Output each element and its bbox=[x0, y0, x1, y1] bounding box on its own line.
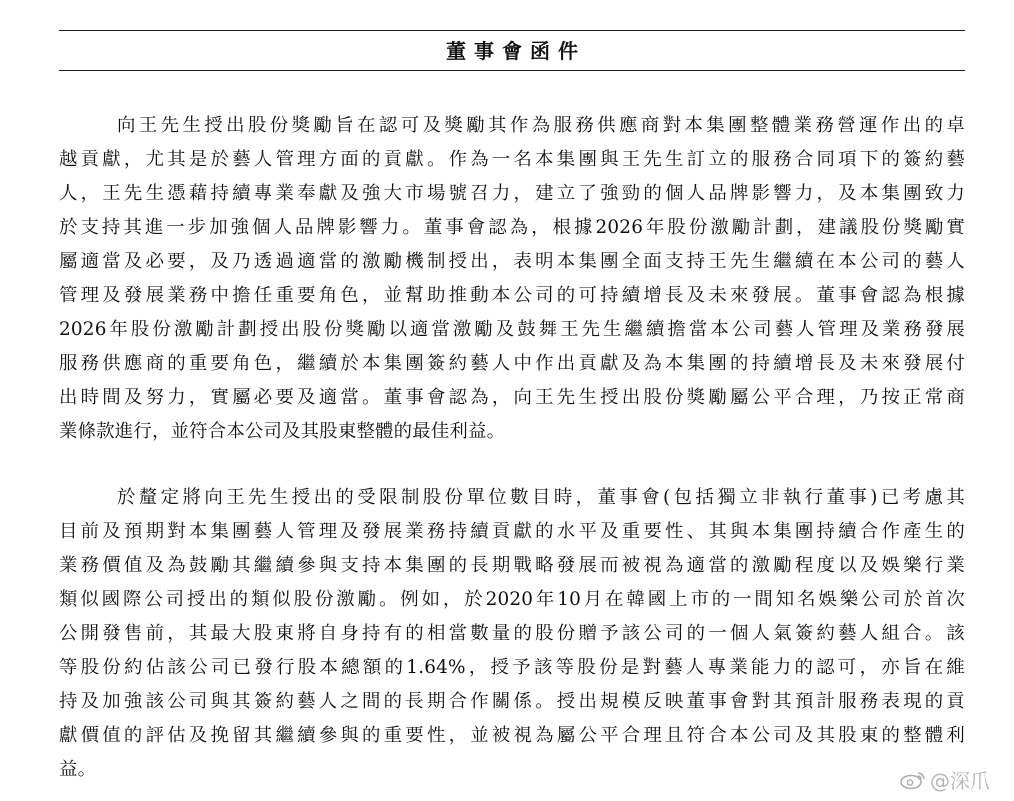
paragraph-2-line: 目前及預期對本集團藝人管理及發展業務持續貢獻的水平及重要性、其與本集團持續合作產生的 bbox=[59, 521, 965, 542]
paragraph-2-line: 於釐定將向王先生授出的受限制股份單位數目時，董事會(包括獨立非執行董事)已考慮其 bbox=[117, 487, 965, 508]
paragraph-2-line: 獻價值的評估及挽留其繼續參與的重要性，並被視為屬公平合理且符合本公司及其股東的整體利 bbox=[59, 725, 965, 746]
paragraph-1-line: 越貢獻，尤其是於藝人管理方面的貢獻。作為一名本集團與王先生訂立的服務合同項下的簽約藝 bbox=[59, 149, 965, 170]
paragraph-1-line: 人，王先生憑藉持續專業奉獻及強大市場號召力，建立了強勁的個人品牌影響力，及本集團致力 bbox=[59, 183, 965, 204]
paragraph-1-line: 屬適當及必要，及乃透過適當的激勵機制授出，表明本集團全面支持王先生繼續在本公司的藝人 bbox=[59, 251, 965, 272]
watermark bbox=[900, 765, 990, 794]
header-bottom-rule bbox=[59, 70, 965, 71]
paragraph-1-line: 2026年股份激勵計劃授出股份獎勵以適當激勵及鼓舞王先生繼續擔當本公司藝人管理及業務發展 bbox=[59, 319, 965, 340]
header-top-rule bbox=[59, 30, 965, 31]
watermark-text: @深爪 bbox=[930, 769, 990, 793]
paragraph-2-line: 等股份約佔該公司已發行股本總額的1.64%，授予該等股份是對藝人專業能力的認可，亦旨在維 bbox=[59, 657, 965, 678]
paragraph-2-line: 業務價值及為鼓勵其繼續參與支持本集團的長期戰略發展而被視為適當的激勵程度以及娛樂行業 bbox=[59, 555, 965, 576]
paragraph-1-line: 服務供應商的重要角色，繼續於本集團簽約藝人中作出貢獻及為本集團的持續增長及未來發展付 bbox=[59, 353, 965, 374]
paragraph-1-line: 出時間及努力，實屬必要及適當。董事會認為，向王先生授出股份獎勵屬公平合理，乃按正常商 bbox=[59, 387, 965, 408]
paragraph-2-line: 持及加強該公司與其簽約藝人之間的長期合作關係。授出規模反映董事會對其預計服務表現的貢 bbox=[59, 691, 965, 712]
paragraph-1-line: 於支持其進一步加強個人品牌影響力。董事會認為，根據2026年股份激勵計劃，建議股份獎勵實 bbox=[59, 217, 965, 238]
paragraph-2-line: 益。 bbox=[59, 759, 97, 780]
paragraph-2-line: 公開發售前，其最大股東將自身持有的相當數量的股份贈予該公司的一個人氣簽約藝人組合。該 bbox=[59, 623, 965, 644]
paragraph-1-line: 管理及發展業務中擔任重要角色，並幫助推動本公司的可持續增長及未來發展。董事會認為根據 bbox=[59, 285, 965, 306]
paragraph-1-line: 業條款進行，並符合本公司及其股東整體的最佳利益。 bbox=[59, 421, 506, 442]
weibo-logo-icon bbox=[900, 770, 926, 790]
paragraph-2 bbox=[59, 481, 965, 787]
paragraph-1 bbox=[59, 109, 965, 449]
paragraph-1-line: 向王先生授出股份獎勵旨在認可及獎勵其作為服務供應商對本集團整體業務營運作出的卓 bbox=[117, 115, 965, 136]
paragraph-2-line: 類似國際公司授出的類似股份激勵。例如，於2020年10月在韓國上市的一間知名娛樂公司於首次 bbox=[59, 589, 965, 610]
page-title: 董事會函件 bbox=[446, 39, 586, 63]
